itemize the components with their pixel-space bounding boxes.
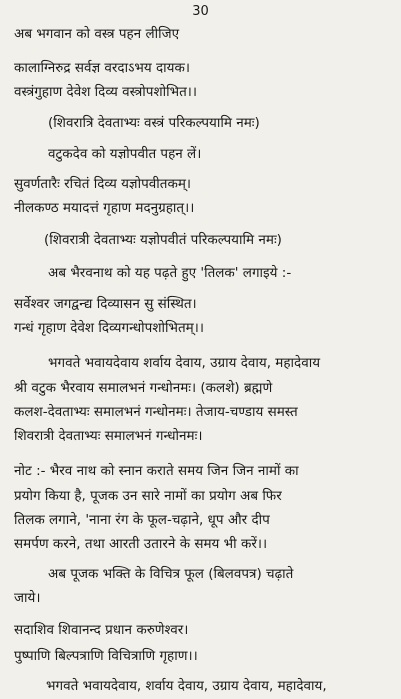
text-line: सर्वेश्वर जगद्वन्द्य दिव्यासन सु संस्थित। — [14, 296, 197, 312]
text-line: सदाशिव शिवानन्द प्रधान करुणेश्वर। — [14, 622, 189, 638]
text-line: कलश-देवताभ्यः समालभनं गन्धोनमः। तेजाय-चण्डाय समस्त — [14, 404, 298, 420]
text-line: शिवरात्री देवताभ्यः समालभनं गन्धोनमः। — [14, 428, 203, 444]
text-line: गन्धं गृहाण देवेश दिव्यगन्धोपशोभितम्।। — [14, 320, 204, 336]
text-line: श्री वटुक भैरवाय समालभनं गन्धोनमः। (कलशे) ब्रह्मणे — [14, 380, 273, 396]
text-line: वस्त्रंगुहाण देवेश दिव्य वस्त्रोपशोभित।। — [14, 84, 198, 100]
text-line: सुवर्णतारैः रचितं दिव्य यज्ञोपवीतकम्। — [14, 176, 192, 192]
text-line: तिलक लगाने, 'नाना रंग के फूल-चढ़ाने, धूप और दीप — [14, 512, 270, 528]
text-line: भगवते भवायदेवाय, शर्वाय देवाय, उग्राय देवाय, महादेवाय, — [46, 678, 327, 694]
text-line: समर्पण करने, तथा आरती उतारने के समय भी करें।। — [14, 536, 268, 552]
page-number: 30 — [192, 4, 209, 19]
text-line: नीलकण्ठ मयादत्तं गृहाण मदनुग्रहात्।। — [14, 200, 195, 216]
text-line: जाये। — [14, 590, 41, 606]
text-line: कालाग्निरुद्र सर्वज्ञ वरदाऽभय दायक। — [14, 60, 190, 76]
text-line: (शिवरात्रि देवताभ्यः वस्त्रं परिकल्पयामि नमः) — [48, 115, 260, 131]
text-line: भगवते भवायदेवाय शर्वाय देवाय, उग्राय देवाय, महादेवाय — [48, 355, 321, 371]
text-line: प्रयोग किया है, पूजक उन सारे नामों का प्रयोग अब फिर — [14, 488, 282, 504]
text-line: अब भगवान को वस्त्र पहन लीजिए — [14, 26, 180, 42]
text-line: अब पूजक भक्ति के विचित्र फूल (बिलवपत्र) चढ़ाते — [48, 566, 294, 582]
text-line: अब भैरवनाथ को यह पढ़ते हुए 'तिलक' लगाइये :- — [48, 265, 292, 281]
text-line: वटुकदेव को यज्ञोपवीत पहन लें। — [48, 146, 202, 162]
text-line: पुष्पाणि बिल्पत्राणि विचित्राणि गृहाण।। — [14, 648, 198, 664]
note-line: नोट :- भैरव नाथ को स्नान कराते समय जिन जिन नामों का — [14, 463, 299, 479]
text-line: (शिवरात्री देवताभ्यः यज्ञोपवीतं परिकल्पयामि नमः) — [44, 232, 282, 248]
